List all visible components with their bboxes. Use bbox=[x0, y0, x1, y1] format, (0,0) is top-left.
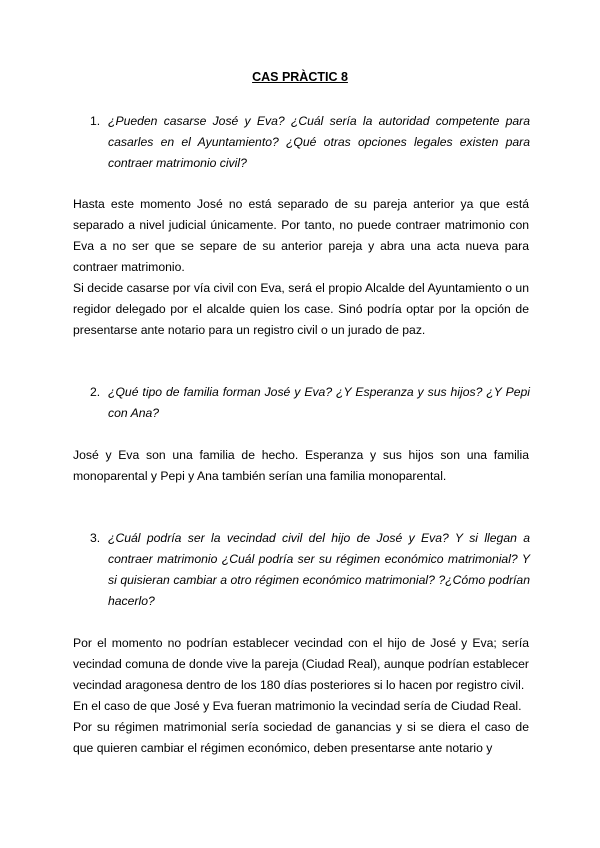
answer-2 bbox=[73, 445, 529, 487]
answer-paragraph: Por su régimen matrimonial sería sociedad de ganancias y si se diera el caso de que quieren cambiar el régimen económico, deben presentarse ante notario y bbox=[73, 720, 529, 755]
answer-1 bbox=[73, 194, 529, 341]
answer-paragraph: Si decide casarse por vía civil con Eva, será el propio Alcalde del Ayuntamiento o un regidor delegado por el alcalde quien los case. Sinó podría optar por la opción de presentarse ante notario para un registro civil o un jurado de paz. bbox=[73, 281, 529, 337]
question-3 bbox=[90, 528, 530, 612]
answer-paragraph: Hasta este momento José no está separado de su pareja anterior ya que está separado a nivel judicial únicamente. Por tanto, no puede contraer matrimonio con Eva a no ser que se separe de su anterior pareja y abra una acta nueva para contraer matrimonio. bbox=[73, 197, 529, 274]
question-2 bbox=[90, 382, 530, 424]
answer-3 bbox=[73, 633, 529, 759]
question-number: 2. bbox=[90, 385, 101, 399]
question-1 bbox=[90, 111, 530, 174]
question-number: 1. bbox=[90, 114, 101, 128]
question-number: 3. bbox=[90, 531, 101, 545]
document-title: CAS PRÀCTIC 8 bbox=[252, 70, 348, 84]
answer-paragraph: En el caso de que José y Eva fueran matrimonio la vecindad sería de Ciudad Real. bbox=[73, 699, 522, 713]
answer-paragraph: Por el momento no podrían establecer vecindad con el hijo de José y Eva; sería vecindad comuna de donde vive la pareja (Ciudad Real), aunque podrían establecer vecindad aragonesa dentro de los 180 días posteriores si lo hacen por registro civil. bbox=[73, 636, 529, 692]
answer-paragraph: José y Eva son una familia de hecho. Esperanza y sus hijos son una familia monoparental y Pepi y Ana también serían una familia monoparental. bbox=[73, 448, 529, 483]
question-text: ¿Pueden casarse José y Eva? ¿Cuál sería la autoridad competente para casarles en el Ayuntamiento? ¿Qué otras opciones legales existen para contraer matrimonio civil? bbox=[108, 114, 530, 170]
question-text: ¿Cuál podría ser la vecindad civil del hijo de José y Eva? Y si llegan a contraer matrimonio ¿Cuál podría ser su régimen económico matrimonial? Y si quisieran cambiar a otro régimen económico matrimonial? ?¿Cómo podrían hacerlo? bbox=[108, 531, 530, 608]
question-text: ¿Qué tipo de familia forman José y Eva? ¿Y Esperanza y sus hijos? ¿Y Pepi con Ana? bbox=[108, 385, 530, 420]
